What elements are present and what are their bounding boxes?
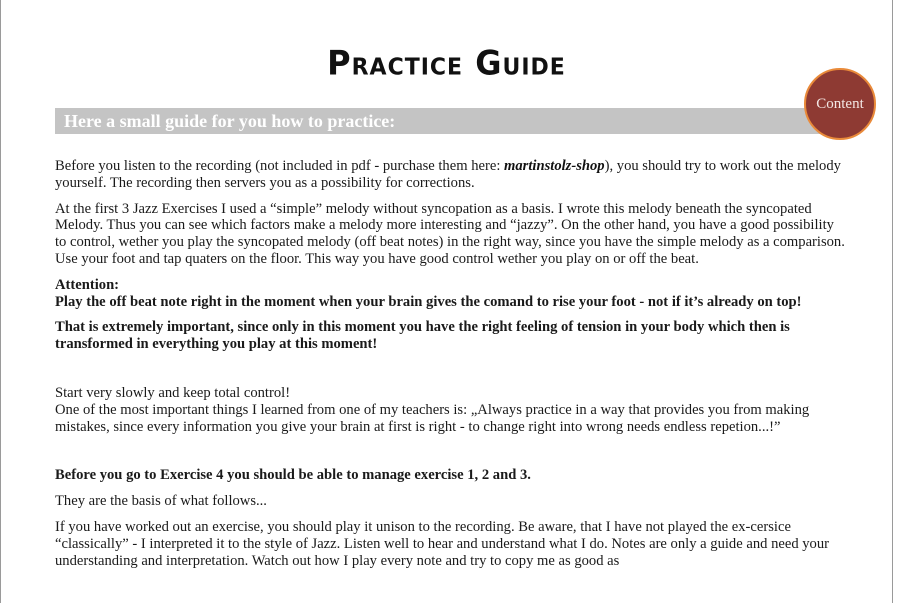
- paragraph-slowly: Start very slowly and keep total control!: [55, 384, 291, 401]
- paragraph-basis: They are the basis of what follows...: [55, 493, 267, 510]
- paragraph-text: Before you listen to the recording (not included in pdf - purchase them here:: [55, 158, 505, 174]
- shop-link[interactable]: martinstolz-shop: [504, 158, 605, 174]
- document-body: [55, 158, 845, 569]
- paragraph-teacher-quote: One of the most important things I learned from one of my teachers is: „Always practice in a way that provides you from making mistakes, since every information you give your brain at first is right - to change right into wrong needs endless repetion...!”: [55, 401, 810, 435]
- paragraph-text: ), you should try to work out the melody yourself. The recording then servers you as a possibility for corrections.: [55, 158, 841, 191]
- attention-label: Attention:: [55, 276, 120, 293]
- section-banner-text: Here a small guide for you how to practice:: [64, 111, 396, 131]
- paragraph-recording: [55, 158, 845, 192]
- before-exercise-4: Before you go to Exercise 4 you should be able to manage exercise 1, 2 and 3.: [55, 467, 531, 484]
- content-button[interactable]: Content: [804, 68, 876, 140]
- section-banner: [55, 108, 845, 134]
- attention-text: Play the off beat note right in the moment when your brain gives the comand to rise your foot - not if it’s already on top!: [55, 293, 802, 310]
- paragraph-jazz-exercises: At the first 3 Jazz Exercises I used a “simple” melody without syncopation as a basis. I wrote this melody beneath the syncopated Melody. Thus you can see which factors make a melody more interesting and “jazzy”. On the other hand, you have a good possibility to control, wether you play the syncopated melody (off beat notes) in the right way, since you have the simple melody as a comparison. Use your foot and tap quaters on the floor. This way you have good control wether you play on or off the beat.: [55, 200, 845, 267]
- important-text: That is extremely important, since only in this moment you have the right feeling of tension in your body which then is transformed in everything you play at this moment!: [55, 319, 790, 353]
- page-title: Practice Guide: [327, 43, 566, 83]
- paragraph-unison: If you have worked out an exercise, you should play it unison to the recording. Be aware, that I have not played the ex-cersice “classically” - I interpreted it to the style of Jazz. Listen well to hear and understand what I do. Notes are only a guide and need your understanding and interpretation. Watch out how I play every note and try to copy me as good as: [55, 518, 830, 569]
